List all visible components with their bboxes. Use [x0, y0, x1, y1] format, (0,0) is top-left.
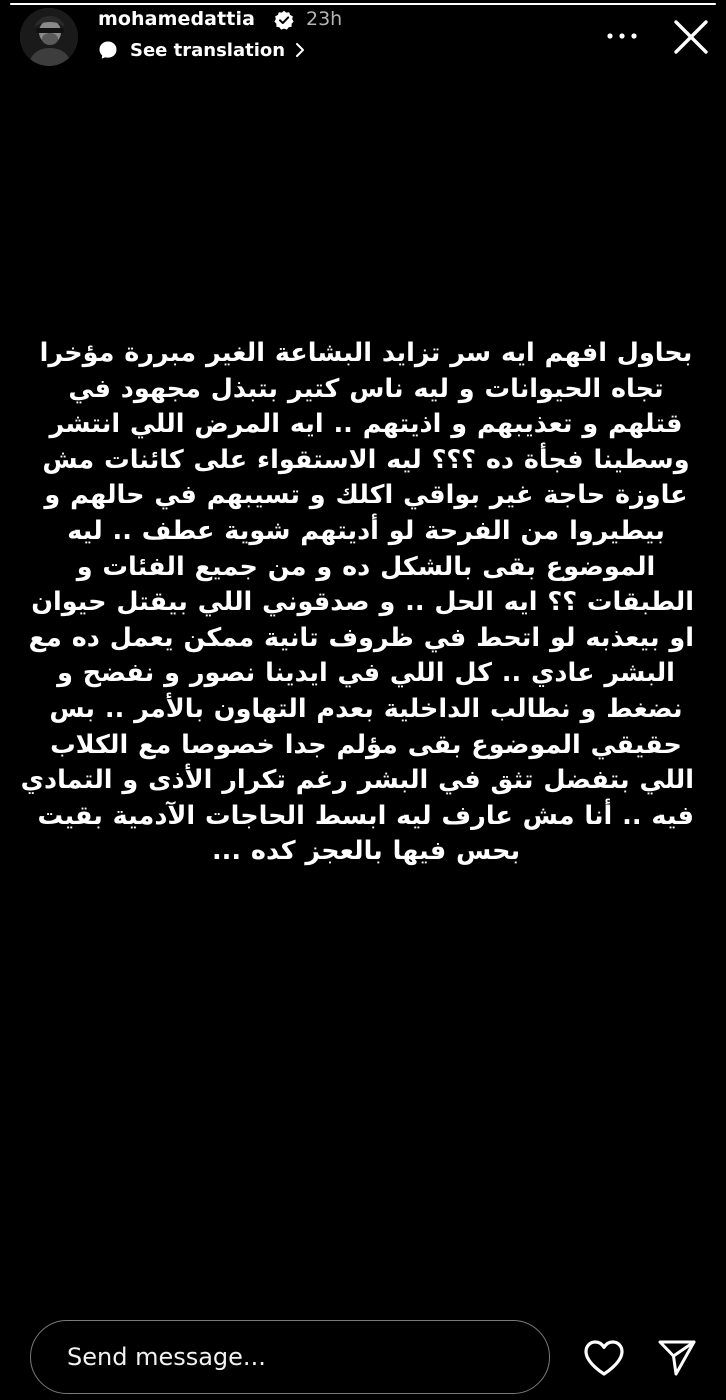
story-header — [0, 0, 726, 80]
story-text-line: عاوزة حاجة غير بواقي اكلك و تسيبهم في حالهم و — [44, 480, 688, 511]
heart-icon[interactable] — [582, 1338, 626, 1378]
story-text — [20, 336, 694, 870]
see-translation-button[interactable] — [98, 38, 307, 62]
close-icon[interactable] — [670, 16, 712, 58]
send-message-input[interactable] — [30, 1320, 550, 1394]
avatar[interactable] — [20, 8, 78, 66]
more-options-icon[interactable] — [602, 22, 642, 50]
username[interactable]: mohamedattia — [98, 8, 256, 30]
story-text-line: قتلهم و تعذيبهم و اذيتهم .. ايه المرض اللي انتشر — [49, 409, 683, 440]
story-text-line: بحس فيها بالعجز كده ... — [211, 836, 521, 867]
story-text-line: بيطيروا من الفرحة لو أديتهم شوية عطف .. ليه — [67, 515, 665, 546]
story-text-line: فيه .. أنا مش عارف ليه ابسط الحاجات الآدمية بقيت — [37, 800, 694, 831]
send-icon[interactable] — [656, 1338, 698, 1378]
story-text-line: اللي بتفضل تثق في البشر رغم تكرار الأذى و التمادي — [20, 765, 694, 796]
see-translation-label: See translation — [130, 39, 286, 61]
story-text-line: البشر عادي .. كل اللي في ايدينا نصور و نفضح و — [57, 658, 675, 689]
reply-bar — [0, 1268, 726, 1400]
story-text-line: الطبقات ؟؟ ايه الحل .. و صدقوني اللي بيقتل حيوان — [31, 587, 694, 618]
story-text-line: تجاه الحيوانات و ليه ناس كتير بتبذل مجهود في — [68, 373, 664, 404]
translate-icon — [98, 40, 118, 60]
verified-badge-icon — [274, 10, 294, 30]
story-text-line: الموضوع بقى بالشكل ده و من جميع الفئات و — [76, 551, 656, 582]
story-text-line: او بيعذبه لو اتحط في ظروف تانية ممكن يعمل ده مع — [28, 622, 694, 653]
story-text-line: حقيقي الموضوع بقى مؤلم جدا خصوصا مع الكلاب — [50, 729, 682, 760]
story-text-line: وسطينا فجأة ده ؟؟؟ ليه الاستقواء على كائنات مش — [42, 444, 690, 475]
chevron-right-icon — [293, 42, 307, 58]
story-text-line: بحاول افهم ايه سر تزايد البشاعة الغير مبررة مؤخرا — [39, 338, 693, 368]
post-time: 23h — [306, 8, 343, 30]
story-text-line: نضغط و نطالب الداخلية بعدم التهاون بالأمر .. بس — [49, 693, 683, 724]
